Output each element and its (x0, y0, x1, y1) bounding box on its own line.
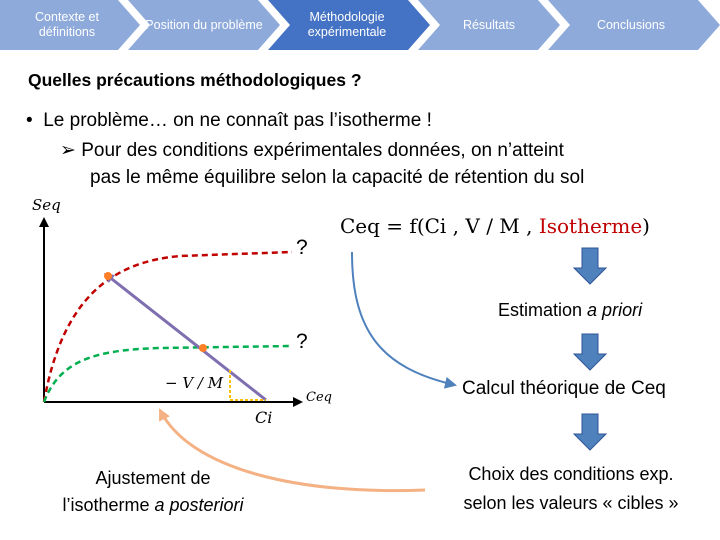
choix-label (436, 460, 706, 518)
sub-bullet-line2: pas le même équilibre selon la capacité de rétention du sol (90, 167, 585, 188)
equation-main: Ceq = f(Ci , V / M , (340, 214, 539, 238)
estimation-italic: a priori (587, 300, 643, 320)
ajustement-line2 (22, 492, 284, 519)
tab-resultats[interactable]: Résultats (462, 17, 516, 32)
ajustement-line2-prefix: l’isotherme (62, 495, 155, 515)
equilibrium-point-low (199, 344, 207, 352)
equation (340, 214, 650, 238)
estimation-prefix: Estimation (498, 300, 588, 320)
down-arrow-3 (574, 414, 606, 450)
bullet-line: • Le problème… on ne connaît pas l’isotherme ! (26, 110, 432, 131)
equilibrium-point-high (104, 272, 112, 280)
blue-curved-arrow (352, 252, 455, 385)
bullet-text: Le problème… on ne connaît pas l’isotherme ! (43, 110, 432, 131)
question-mark-top: ? (296, 236, 308, 259)
question-mark-mid: ? (296, 330, 308, 353)
y-axis-label: Seq (32, 196, 61, 214)
ci-label: Ci (255, 408, 273, 427)
equation-isotherm: Isotherme (538, 214, 643, 238)
equation-close: ) (642, 214, 650, 238)
ajustement-line1: Ajustement de (95, 468, 211, 488)
calcul-label: Calcul théorique de Ceq (462, 378, 666, 399)
slide-title: Quelles précautions méthodologiques ? (28, 70, 362, 90)
sub-bullet-line1: Pour des conditions expérimentales données, on n’atteint (81, 140, 564, 161)
down-arrow-2 (574, 334, 606, 370)
x-axis-label: Ceq (306, 390, 332, 405)
arrow-bullet-icon: ➢ (60, 140, 76, 161)
choix-line2: selon les valeurs « cibles » (463, 493, 679, 513)
slope-label: − V / M (165, 374, 224, 392)
tab-position[interactable]: Position du problème (145, 17, 263, 32)
tab-methodologie[interactable]: Méthodologie expérimentale (307, 10, 387, 39)
estimation-label (498, 300, 642, 321)
choix-line1: Choix des conditions exp. (468, 464, 674, 484)
down-arrow-1 (574, 248, 606, 284)
tab-contexte[interactable]: Contexte et définitions (35, 10, 99, 39)
ajustement-label (22, 465, 284, 519)
tab-conclusions[interactable]: Conclusions (596, 17, 666, 32)
ajustement-line2-italic: a posteriori (154, 495, 244, 515)
